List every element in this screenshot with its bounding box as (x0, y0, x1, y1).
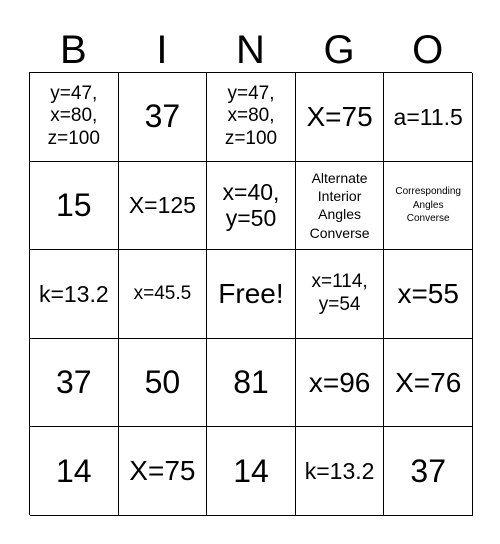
cell-text: y=47, x=80, z=100 (224, 82, 278, 150)
bingo-cell[interactable] (30, 73, 119, 162)
bingo-cell[interactable] (119, 162, 208, 251)
bingo-cell[interactable] (296, 162, 385, 251)
cell-text: k=13.2 (304, 457, 375, 484)
bingo-cell[interactable] (296, 339, 385, 428)
cell-text: a=11.5 (393, 103, 463, 130)
bingo-cell[interactable] (207, 339, 296, 428)
bingo-cell[interactable] (384, 339, 473, 428)
bingo-board (29, 72, 472, 515)
bingo-cell[interactable] (30, 162, 119, 251)
cell-text: 37 (410, 452, 446, 489)
cell-text: 81 (233, 364, 269, 400)
bingo-cell[interactable] (207, 73, 296, 162)
header-letter-o: O (412, 28, 444, 72)
header-letter-b: B (59, 28, 87, 72)
cell-text: Alternate Interior Angles Converse (309, 170, 370, 241)
cell-text: Corresponding Angles Converse (395, 186, 461, 225)
cell-text: X=125 (128, 192, 196, 219)
cell-text: 14 (233, 452, 269, 489)
bingo-cell[interactable] (384, 73, 473, 162)
cell-text: x=96 (308, 366, 371, 398)
bingo-cell[interactable] (207, 162, 296, 251)
bingo-cell[interactable] (119, 339, 208, 428)
bingo-cell-free[interactable] (207, 250, 296, 339)
bingo-cell[interactable] (296, 73, 385, 162)
cell-text: Free! (218, 277, 284, 309)
cell-text: y=47, x=80, z=100 (47, 82, 100, 150)
bingo-cell[interactable] (296, 250, 385, 339)
cell-text: 15 (56, 186, 92, 223)
cell-text: x=45.5 (133, 282, 192, 304)
bingo-cell[interactable] (384, 250, 473, 339)
bingo-cell[interactable] (207, 427, 296, 516)
header-letter-n: N (236, 28, 265, 72)
bingo-cell[interactable] (30, 250, 119, 339)
cell-text: 37 (56, 364, 92, 400)
bingo-cell[interactable] (384, 162, 473, 251)
header-letter-i: I (156, 28, 168, 72)
cell-text: x=114, y=54 (311, 271, 368, 315)
header-letter-g: G (323, 28, 355, 72)
bingo-cell[interactable] (30, 339, 119, 428)
cell-text: k=13.2 (38, 280, 109, 307)
cell-text: X=75 (306, 100, 373, 132)
bingo-cell[interactable] (296, 427, 385, 516)
cell-text: X=75 (129, 455, 196, 487)
cell-text: 37 (144, 98, 181, 135)
cell-text: x=40, y=50 (222, 178, 280, 232)
cell-text: x=55 (397, 277, 459, 309)
bingo-cell[interactable] (30, 427, 119, 516)
bingo-cell[interactable] (384, 427, 473, 516)
bingo-cell[interactable] (119, 427, 208, 516)
cell-text: 14 (56, 452, 92, 489)
cell-text: X=76 (395, 366, 462, 398)
bingo-cell[interactable] (119, 250, 208, 339)
cell-text: 50 (144, 364, 181, 400)
bingo-header (29, 24, 472, 72)
bingo-cell[interactable] (119, 73, 208, 162)
